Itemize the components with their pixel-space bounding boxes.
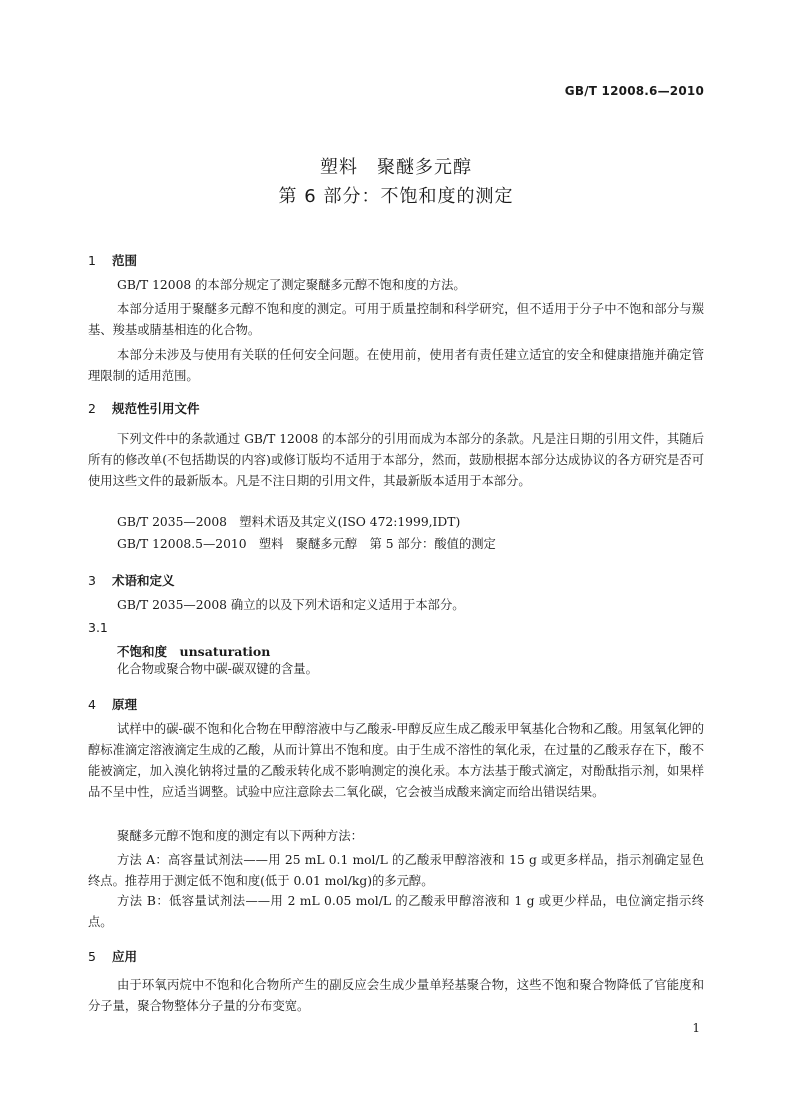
section-number: 1 <box>88 253 96 268</box>
section-number: 2 <box>88 401 96 416</box>
section-number: 5 <box>88 949 96 964</box>
section-1-paragraph-3: 本部分未涉及与使用有关联的任何安全问题。在使用前，使用者有责任建立适宜的安全和健康措施并确定管理限制的适用范围。 <box>88 348 704 383</box>
standard-number: GB/T 12008.6—2010 <box>564 84 704 98</box>
page-number: 1 <box>692 1021 700 1035</box>
normative-reference-1: GB/T 2035—2008 塑料术语及其定义(ISO 472:1999,IDT) <box>117 515 461 529</box>
term-number: 3.1 <box>88 620 108 635</box>
title-line-2: 第 6 部分：不饱和度的测定 <box>278 186 514 207</box>
section-1-paragraph-1: GB/T 12008 的本部分规定了测定聚醚多元醇不饱和度的方法。 <box>117 278 466 292</box>
section-title: 规范性引用文件 <box>112 401 200 416</box>
section-title: 应用 <box>112 949 138 964</box>
section-3-paragraph-1: GB/T 2035—2008 确立的以及下列术语和定义适用于本部分。 <box>117 598 465 612</box>
section-2-heading <box>88 399 200 417</box>
section-3-heading <box>88 571 175 589</box>
term-title: 不饱和度 unsaturation <box>117 644 271 659</box>
term-definition: 化合物或聚合物中碳-碳双键的含量。 <box>117 662 318 676</box>
section-1-paragraph-2: 本部分适用于聚醚多元醇不饱和度的测定。可用于质量控制和科学研究，但不适用于分子中不饱和部分与羰基、羧基或腈基相连的化合物。 <box>88 302 704 337</box>
section-title: 原理 <box>112 697 138 712</box>
section-title: 术语和定义 <box>112 573 175 588</box>
section-title: 范围 <box>112 253 138 268</box>
section-number: 3 <box>88 573 96 588</box>
section-4-heading <box>88 695 137 713</box>
section-5-heading <box>88 947 137 965</box>
section-4-method-b: 方法 B：低容量试剂法——用 2 mL 0.05 mol/L 的乙酸汞甲醇溶液和 1 g 或更少样品，电位滴定指示终点。 <box>88 894 704 929</box>
section-2-paragraph-1: 下列文件中的条款通过 GB/T 12008 的本部分的引用而成为本部分的条款。凡是注日期的引用文件，其随后所有的修改单(不包括勘误的内容)或修订版均不适用于本部分，然而，鼓励根据本部分达成协议的各方研究是否可使用这些文件的最新版本。凡是不注日期的引用文件，其最新版本适用于本部分。 <box>88 432 704 488</box>
normative-reference-2: GB/T 12008.5—2010 塑料 聚醚多元醇 第 5 部分：酸值的测定 <box>117 537 496 551</box>
section-1-heading <box>88 251 137 269</box>
section-4-method-a: 方法 A：高容量试剂法——用 25 mL 0.1 mol/L 的乙酸汞甲醇溶液和 15 g 或更多样品，指示剂确定显色终点。推荐用于测定低不饱和度(低于 0.01 mol/kg)的多元醇。 <box>88 853 704 888</box>
section-4-paragraph-1: 试样中的碳-碳不饱和化合物在甲醇溶液中与乙酸汞-甲醇反应生成乙酸汞甲氧基化合物和乙酸。用氢氧化钾的醇标准滴定溶液滴定生成的乙酸，从而计算出不饱和度。由于生成不溶性的氧化汞，在过量的乙酸汞存在下，酸不能被滴定，加入溴化钠将过量的乙酸汞转化成不影响测定的溴化汞。本方法基于酸式滴定，对酚酞指示剂，如果样品不呈中性，应适当调整。试验中应注意除去二氧化碳，它会被当成酸来滴定而给出错误结果。 <box>88 722 704 799</box>
section-number: 4 <box>88 697 96 712</box>
section-5-paragraph-1: 由于环氧丙烷中不饱和化合物所产生的副反应会生成少量单羟基聚合物，这些不饱和聚合物降低了官能度和分子量，聚合物整体分子量的分布变宽。 <box>88 978 704 1013</box>
title-line-1: 塑料 聚醚多元醇 <box>320 157 472 178</box>
section-4-paragraph-2: 聚醚多元醇不饱和度的测定有以下两种方法： <box>117 829 363 843</box>
